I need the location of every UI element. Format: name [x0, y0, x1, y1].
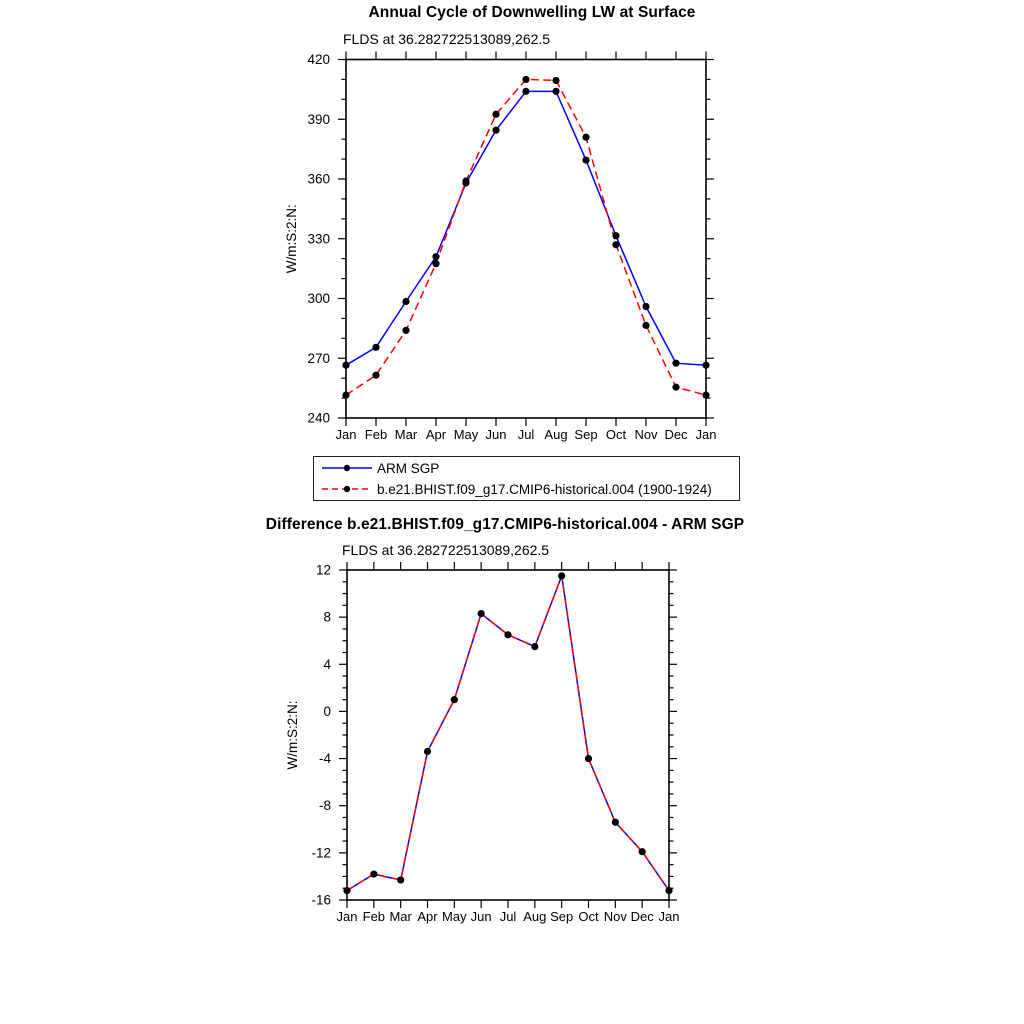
legend-entry-arm-sgp: [320, 458, 739, 479]
x-tick-label: Jun: [485, 427, 507, 442]
x-tick-label: Mar: [394, 427, 418, 442]
x-tick-label: Jan: [658, 909, 680, 924]
legend-line-sample-solid-blue: [320, 461, 374, 475]
top-chart-title: Annual Cycle of Downwelling LW at Surface: [368, 4, 696, 21]
y-tick-label: 420: [307, 52, 330, 67]
series-line-1: [347, 576, 669, 891]
x-tick-label: Dec: [664, 427, 688, 442]
series-line-2: [347, 576, 669, 891]
series-markers-2: [342, 76, 709, 399]
legend-marker-dot: [344, 465, 350, 471]
x-tick-label: May: [453, 427, 479, 442]
top-chart-subtitle: FLDS at 36.282722513089,262.5: [343, 31, 551, 47]
y-tick-label: 0: [323, 703, 331, 719]
axis-ticks: [338, 52, 714, 427]
legend-box: [313, 456, 740, 501]
series-line-2: [346, 79, 706, 395]
x-tick-label: Sep: [550, 909, 574, 924]
bottom-chart-subtitle: FLDS at 36.282722513089,262.5: [342, 542, 550, 558]
x-tick-label: Jan: [335, 427, 357, 442]
x-tick-label: Aug: [523, 909, 547, 924]
plot-frame: [346, 60, 706, 419]
y-tick-label: -4: [318, 751, 331, 767]
y-tick-label: 270: [307, 350, 330, 366]
series-markers-1: [343, 572, 672, 894]
legend-label-arm-sgp: ARM SGP: [377, 460, 440, 476]
x-tick-label: Sep: [574, 427, 598, 442]
x-tick-label: Oct: [605, 427, 627, 442]
plot-frame: [347, 570, 669, 900]
y-tick-label: -16: [311, 892, 331, 908]
x-tick-label: Jul: [499, 909, 517, 924]
y-tick-label: 300: [307, 291, 330, 306]
y-tick-label: 390: [307, 111, 330, 127]
y-tick-label: 4: [323, 656, 331, 672]
y-axis-title: W/m:S:2:N:: [284, 204, 299, 274]
legend-marker-dot: [344, 486, 350, 492]
bottom-chart-title: Difference b.e21.BHIST.f09_g17.CMIP6-historical.004 - ARM SGP: [265, 516, 745, 533]
y-tick-label: 330: [307, 231, 330, 247]
y-tick-label: -12: [311, 845, 331, 861]
chart-2: [285, 562, 679, 924]
x-tick-label: May: [442, 909, 467, 924]
y-tick-label: 240: [307, 410, 330, 426]
y-tick-label: -8: [318, 798, 331, 814]
y-tick-label: 360: [307, 171, 330, 187]
x-tick-label: Feb: [362, 909, 386, 924]
x-tick-label: Mar: [389, 909, 412, 924]
y-tick-label: 12: [315, 562, 331, 578]
x-tick-label: Jan: [695, 427, 717, 442]
series-line-1: [346, 91, 706, 365]
x-tick-label: Jun: [470, 909, 492, 924]
legend-line-sample-dashed-red: [320, 482, 374, 496]
axis-labels: [311, 563, 679, 925]
y-axis-title: W/m:S:2:N:: [285, 700, 300, 770]
x-tick-label: Dec: [630, 909, 654, 924]
x-tick-label: Jan: [336, 909, 358, 924]
x-tick-label: Nov: [603, 909, 627, 924]
x-tick-label: Apr: [425, 427, 447, 442]
x-tick-label: Apr: [417, 909, 438, 924]
x-tick-label: Nov: [634, 427, 658, 442]
axis-ticks: [339, 562, 677, 908]
legend-entry-model: [320, 479, 739, 500]
legend-label-model: b.e21.BHIST.f09_g17.CMIP6-historical.004 (1900-1924): [377, 481, 712, 497]
x-tick-label: Aug: [544, 427, 568, 442]
series-markers-1: [342, 88, 709, 369]
x-tick-label: Feb: [364, 427, 388, 442]
chart-1: [284, 52, 716, 443]
y-tick-label: 8: [323, 609, 331, 625]
x-tick-label: Oct: [578, 909, 599, 924]
x-tick-label: Jul: [517, 427, 535, 442]
